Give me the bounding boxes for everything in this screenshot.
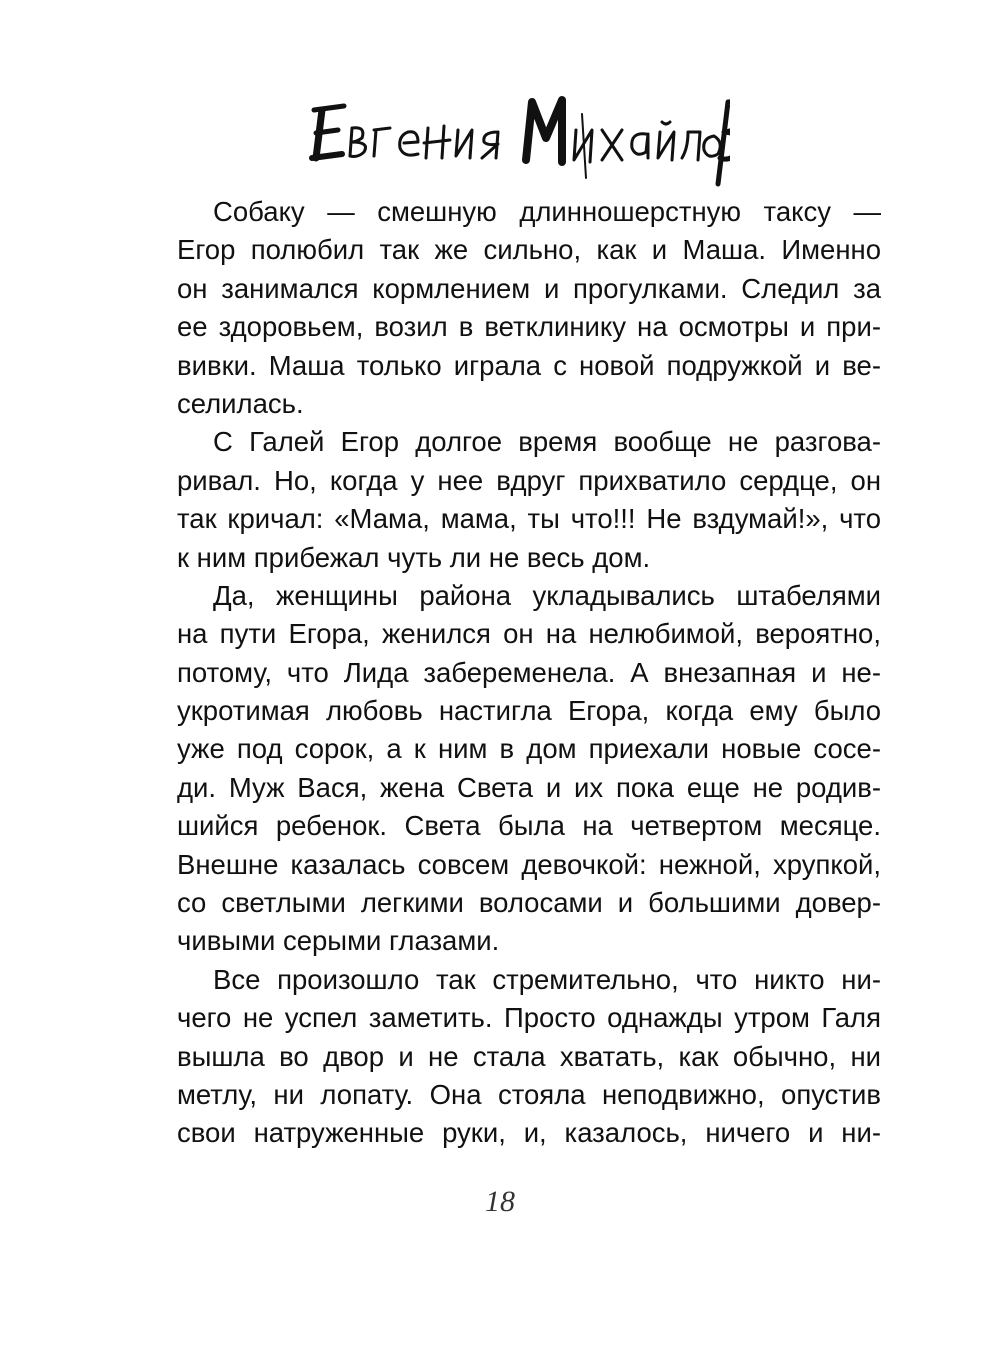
main-text bbox=[177, 193, 881, 1153]
text-line: С Галей Егор долгое время вообще не разгова- bbox=[213, 426, 881, 458]
author-signature-logo bbox=[300, 88, 730, 188]
text-line: со светлыми легкими волосами и большими довер- bbox=[177, 887, 881, 919]
text-line: Все произошло так стремительно, что никто ни- bbox=[213, 963, 881, 995]
text-line: свои натруженные руки, и, казалось, ничего и ни- bbox=[177, 1117, 881, 1149]
text-line: шийся ребенок. Света была на четвертом месяце. bbox=[177, 810, 881, 842]
text-line: укротимая любовь настигла Егора, когда ему было bbox=[177, 695, 881, 727]
text-line: вивки. Маша только играла с новой подружкой и ве- bbox=[177, 349, 881, 381]
text-line: чего не успел заметить. Просто однажды утром Галя bbox=[177, 1002, 881, 1034]
text-line: на пути Егора, женился он на нелюбимой, вероятно, bbox=[177, 618, 881, 650]
text-line: чивыми серыми глазами. bbox=[177, 925, 500, 957]
text-line: так кричал: «Мама, мама, ты что!!! Не вздумай!», что bbox=[177, 503, 881, 535]
text-line: он занимался кормлением и прогулками. Следил за bbox=[177, 272, 881, 304]
text-line: селилась. bbox=[177, 387, 304, 419]
text-line: к ним прибежал чуть ли не весь дом. bbox=[177, 541, 651, 573]
page-number: 18 bbox=[485, 1185, 515, 1218]
text-line: ривал. Но, когда у нее вдруг прихватило сердце, он bbox=[177, 464, 881, 496]
text-line: уже под сорок, а к ним в дом приехали новые сосе- bbox=[177, 733, 881, 765]
text-line: вышла во двор и не стала хватать, как обычно, ни bbox=[177, 1040, 881, 1072]
text-line: Внешне казалась совсем девочкой: нежной, хрупкой, bbox=[177, 848, 881, 880]
author-signature-graphic bbox=[300, 88, 730, 188]
text-line: потому, что Лида забеременела. А внезапная и не- bbox=[177, 656, 881, 688]
text-line: метлу, ни лопату. Она стояла неподвижно, опустив bbox=[177, 1078, 881, 1110]
text-line: Егор полюбил так же сильно, как и Маша. Именно bbox=[177, 234, 881, 266]
text-line: ди. Муж Вася, жена Света и их пока еще не родив- bbox=[177, 771, 881, 803]
text-line: ее здоровьем, возил в ветклинику на осмотры и при- bbox=[177, 311, 881, 343]
text-line: Да, женщины района укладывались штабелями bbox=[213, 579, 881, 611]
text-line: Собаку — смешную длинношерстную таксу — bbox=[213, 196, 881, 227]
